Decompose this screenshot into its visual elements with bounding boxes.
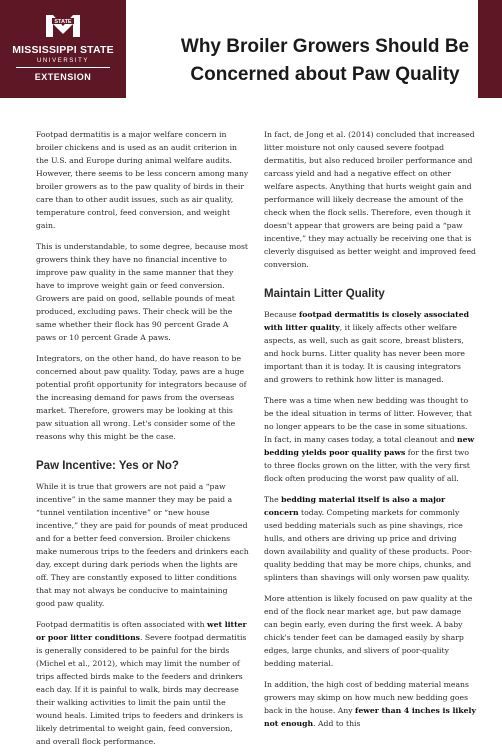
paragraph bbox=[264, 678, 477, 730]
bold-emphasis: new bedding yields poor quality paws bbox=[264, 435, 475, 457]
msu-m-logo-icon bbox=[45, 12, 81, 38]
title-line-1: Why Broiler Growers Should Be bbox=[180, 36, 470, 57]
paragraph-text: Because bbox=[264, 310, 299, 319]
paragraph: While it is true that growers are not paid a “paw incentive” in the same manner they may be paid a “tunnel ventilation incentive” or “new house incentive,” they are paid for pounds of meat produced and for a better feed conversion. Broiler chickens make numerous trips to the feeders and drinkers each day, except during dark periods when the lights are off. They are constantly exposed to litter conditions that may not always be conducive to maintaining good paw quality. bbox=[36, 482, 249, 608]
header-accent-bar bbox=[478, 0, 502, 98]
msu-extension-logo bbox=[0, 0, 126, 98]
paragraph: Integrators, on the other hand, do have reason to be concerned about paw quality. Today, paws are a huge potential profit opportunity for integrators because of the increasing demand for paws from the overseas market. Therefore, growers may be looking at this paw situation all wrong. Let's consider some of the reasons why this might be the case. bbox=[36, 354, 247, 441]
left-column bbox=[36, 128, 249, 756]
logo-university-name: MISSISSIPPI STATE bbox=[12, 44, 114, 56]
paragraph-text: , it likely affects other welfare aspects, as well, such as gait score, breast blisters, and hock burns. Litter quality has never been more important than it is today. It is causing integrators and growers to rethink how litter is managed. bbox=[264, 323, 465, 384]
paragraph: Footpad dermatitis is a major welfare concern in broiler chickens and is used as an audit criterion in the U.S. and Europe during animal welfare audits. However, there seems to be less concern among many broiler growers as to the paw quality of birds in their care than to other audit issues, such as air quality, temperature control, feed conversion, and weight gain. bbox=[36, 130, 249, 230]
logo-badge-text: STATE bbox=[54, 19, 72, 25]
page-title bbox=[158, 33, 492, 89]
paragraph: This is understandable, to some degree, because most growers think they have no financial incentive to improve paw quality in the same manner that they have to improve weight gain or feed conversion. Growers are paid on good, sellable pounds of meat produced, excluding paws. Their check will be the same whether their flock has 90 percent Grade A paws or 10 percent Grade A paws. bbox=[36, 242, 248, 342]
paragraph bbox=[264, 394, 477, 485]
logo-divider bbox=[16, 67, 110, 68]
bold-emphasis: wet litter or poor litter conditions bbox=[36, 620, 247, 642]
title-line-2: Concerned about Paw Quality bbox=[190, 64, 460, 85]
paragraph-text: . Severe footpad dermatitis is generally considered to be painful for the birds (Michel et al., 2012), which may limit the number of trips affected birds make to the feeders and drinkers each day. If it is painful to walk, birds may decrease their walking activities to limit the pain until the wound heals. Limited trips to feeders and drinkers is likely detrimental to weight gain, feed conversion, and overall flock performance. bbox=[36, 633, 247, 746]
paragraph-text: today. Competing markets for commonly used bedding materials such as pine shavings, rice hulls, and others are driving up price and driving down availability and quality of these products. Poor-quality bedding that may be more chips, chunks, and splinters than shavings will only worsen paw quality. bbox=[264, 508, 473, 582]
bold-emphasis: bedding material itself is also a major concern bbox=[264, 495, 446, 517]
bold-emphasis: fewer than 4 inches is likely not enough bbox=[264, 706, 476, 728]
right-column bbox=[264, 128, 477, 738]
section-heading-paw-incentive: Paw Incentive: Yes or No? bbox=[36, 460, 179, 472]
logo-university-label: UNIVERSITY bbox=[36, 58, 89, 64]
paragraph bbox=[264, 308, 477, 386]
paragraph-text: The bbox=[264, 495, 282, 504]
logo-extension-label: EXTENSION bbox=[34, 72, 92, 82]
paragraph-text: . Add to this bbox=[313, 719, 361, 728]
paragraph-text: Footpad dermatitis is often associated with bbox=[36, 620, 207, 629]
paragraph-text: There was a time when new bedding was thought to be the ideal situation in terms of litter. However, that no longer appears to be the case in some situations. In fact, in many cases today, a total cleanout and bbox=[264, 396, 472, 444]
paragraph-text: for the first two to three flocks grown on the litter, with the very first flock often producing the worst paw quality of all. bbox=[264, 448, 470, 483]
section-heading-litter-quality: Maintain Litter Quality bbox=[264, 288, 385, 300]
paragraph: In fact, de Jong et al. (2014) concluded that increased litter moisture not only caused severe footpad dermatitis, but also reduced broiler performance and carcass yield and had a negative effect on other welfare aspects. Anything that hurts weight gain and performance will likely decrease the amount of the check when the flock sells. Therefore, even though it doesn't appear that growers are being paid a “paw incentive,” they may actually be receiving one that is cleverly disguised as better weight and improved feed conversion. bbox=[264, 130, 476, 269]
paragraph bbox=[264, 493, 477, 584]
paragraph-text: In addition, the high cost of bedding material means growers may skimp on how much new bedding goes back in the house. Any bbox=[264, 680, 469, 715]
paragraph bbox=[36, 618, 249, 748]
bold-emphasis: footpad dermatitis is closely associated with litter quality bbox=[264, 310, 469, 332]
paragraph: More attention is likely focused on paw quality at the end of the flock near market age, but paw damage can begin early, even during the first week. A baby chick's tender feet can be damaged easily by sharp edges, large chunks, and slivers of poor-quality bedding material. bbox=[264, 594, 473, 668]
